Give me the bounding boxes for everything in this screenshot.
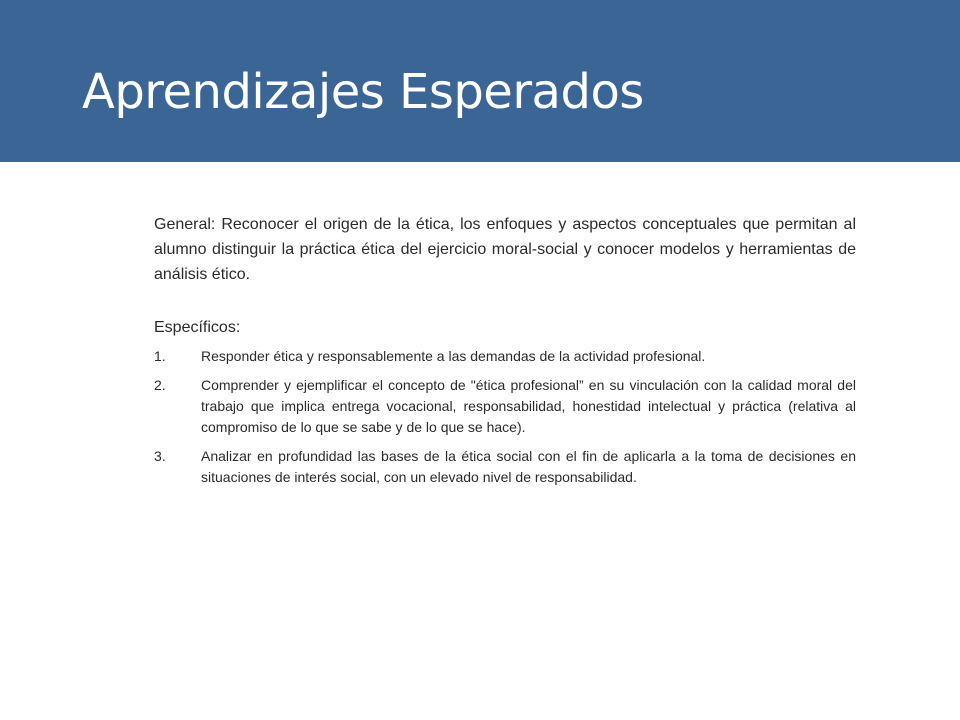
- specific-objectives-heading: Específicos:: [154, 319, 241, 336]
- slide-title: Aprendizajes Esperados: [82, 64, 644, 120]
- objective-text: Comprender y ejemplificar el concepto de "ética profesional” en su vinculación con la calidad moral del trabajo que implica entrega vocacional, responsabilidad, honestidad intelectual y práctica (relativa al compromiso de lo que se sabe y de lo que se hace).: [201, 377, 856, 435]
- objective-text: Responder ética y responsablemente a las demandas de la actividad profesional.: [201, 348, 706, 364]
- objective-number: 1.: [154, 348, 166, 364]
- slide-content: [154, 212, 856, 496]
- objective-item: [154, 446, 856, 488]
- objective-number: 2.: [154, 377, 166, 393]
- general-objective: General: Reconocer el origen de la ética, los enfoques y aspectos conceptuales que permitan al alumno distinguir la práctica ética del ejercicio moral-social y conocer modelos y herramientas de análisis ético.: [154, 216, 856, 283]
- objective-number: 3.: [154, 448, 166, 464]
- title-bar: [0, 0, 960, 162]
- objective-item: [154, 375, 856, 438]
- specific-objectives-list: [154, 346, 856, 488]
- objective-item: [154, 346, 856, 367]
- objective-text: Analizar en profundidad las bases de la ética social con el fin de aplicarla a la toma de decisiones en situaciones de interés social, con un elevado nivel de responsabilidad.: [201, 448, 856, 485]
